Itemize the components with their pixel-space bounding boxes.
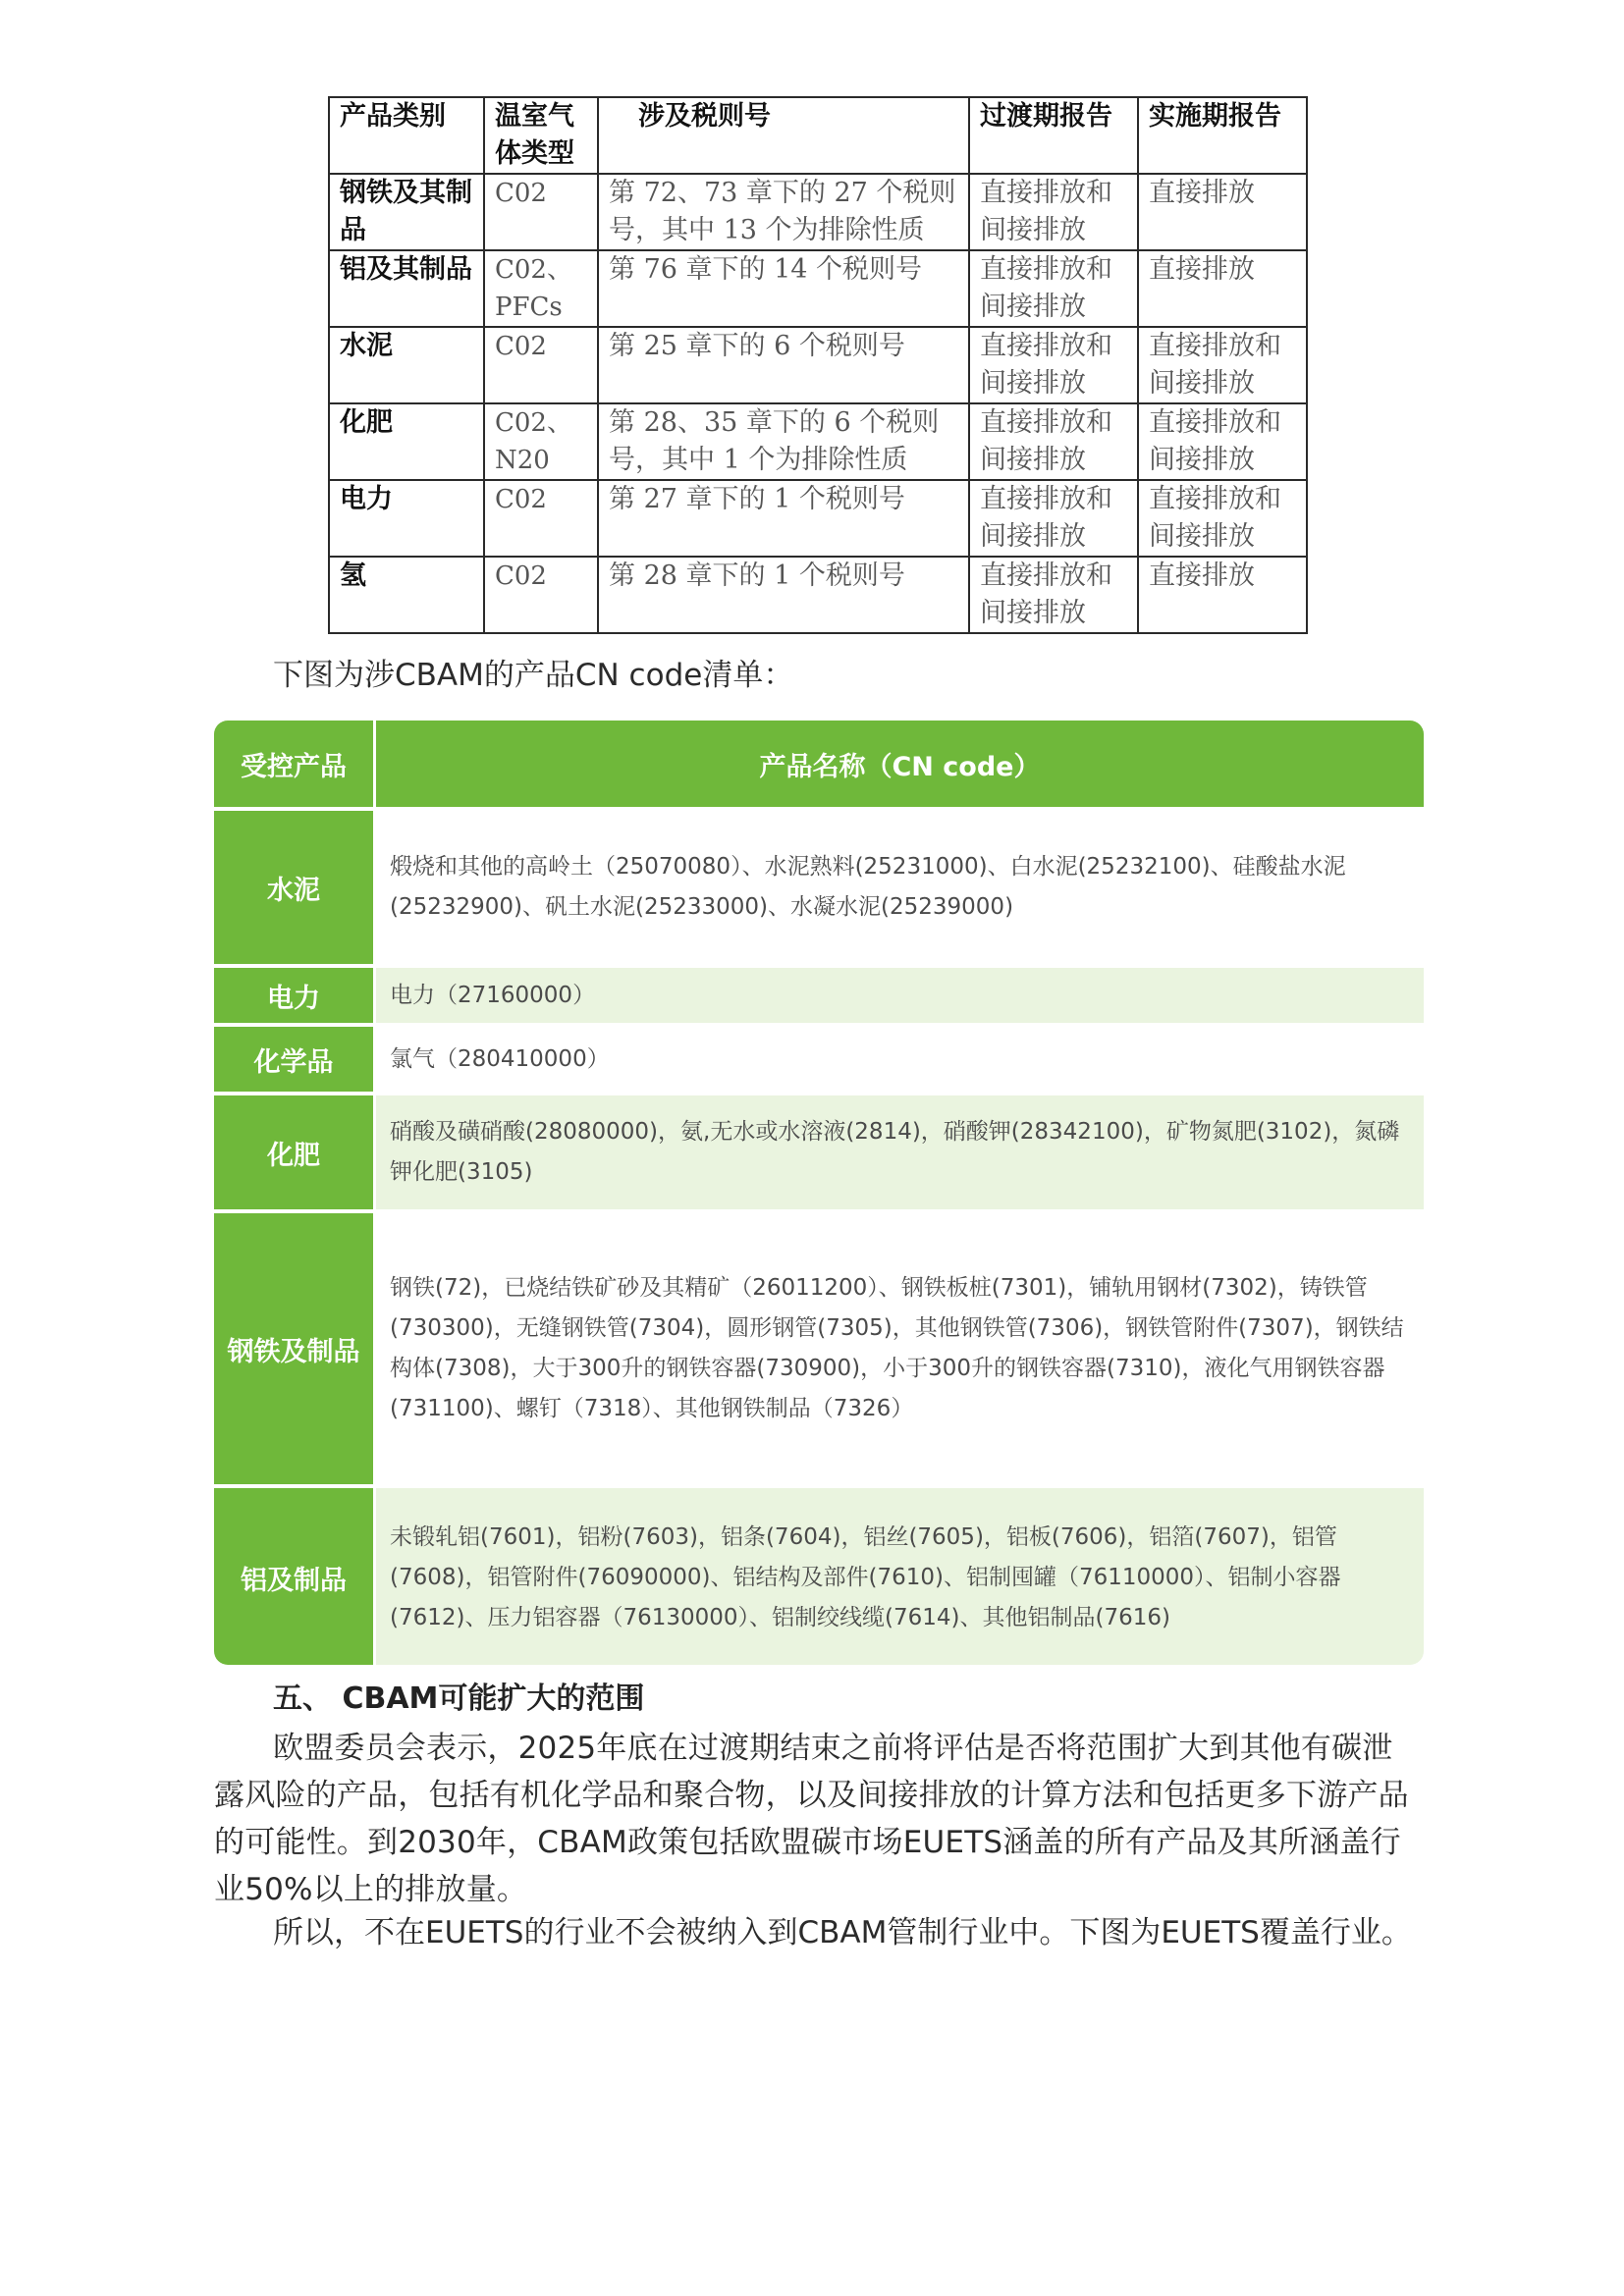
table-header-row bbox=[329, 97, 1307, 174]
implementation-report-cell: 直接排放和间接排放 bbox=[1138, 480, 1307, 557]
product-codes-cell: 煅烧和其他的高岭土（25070080）、水泥熟料(25231000)、白水泥(25232100)、硅酸盐水泥(25232900)、矾土水泥(25233000)、水凝水泥(25239000) bbox=[376, 811, 1424, 968]
transition-report-cell: 直接排放和间接排放 bbox=[969, 174, 1138, 250]
implementation-report-cell: 直接排放和间接排放 bbox=[1138, 327, 1307, 403]
gas-cell: C02 bbox=[484, 327, 598, 403]
table-row bbox=[214, 1027, 1424, 1095]
category-cell: 化肥 bbox=[329, 403, 484, 480]
header-cell: 温室气体类型 bbox=[484, 97, 598, 174]
header-cell: 实施期报告 bbox=[1138, 97, 1307, 174]
tariff-cell: 第 76 章下的 14 个税则号 bbox=[598, 250, 969, 327]
product-label-cell: 铝及制品 bbox=[214, 1488, 376, 1665]
category-cell: 电力 bbox=[329, 480, 484, 557]
product-codes-cell: 硝酸及磺硝酸(28080000)，氨,无水或水溶液(2814)，硝酸钾(28342100)，矿物氮肥(3102)，氮磷钾化肥(3105) bbox=[376, 1095, 1424, 1213]
cn-code-table bbox=[214, 721, 1424, 1665]
category-cell: 铝及其制品 bbox=[329, 250, 484, 327]
table-row bbox=[329, 250, 1307, 327]
cn-code-intro-text: 下图为涉CBAM的产品CN code清单： bbox=[273, 658, 794, 693]
product-codes-cell: 电力（27160000） bbox=[376, 968, 1424, 1027]
body-paragraph: 欧盟委员会表示，2025年底在过渡期结束之前将评估是否将范围扩大到其他有碳泄露风险的产品，包括有机化学品和聚合物，以及间接排放的计算方法和包括更多下游产品的可能性。到2030年，CBAM政策包括欧盟碳市场EUETS涵盖的所有产品及其所涵盖行业50%以上的排放量。 bbox=[214, 1731, 1409, 1907]
section-heading: 五、 CBAM可能扩大的范围 bbox=[273, 1682, 645, 1716]
product-label-cell: 化肥 bbox=[214, 1095, 376, 1213]
implementation-report-cell: 直接排放 bbox=[1138, 250, 1307, 327]
category-cell: 钢铁及其制品 bbox=[329, 174, 484, 250]
implementation-report-cell: 直接排放和间接排放 bbox=[1138, 403, 1307, 480]
table-row bbox=[329, 557, 1307, 633]
implementation-report-cell: 直接排放 bbox=[1138, 557, 1307, 633]
product-codes-cell: 氯气（280410000） bbox=[376, 1027, 1424, 1095]
header-cell: 过渡期报告 bbox=[969, 97, 1138, 174]
table-row bbox=[214, 1488, 1424, 1665]
tariff-cell: 第 28 章下的 1 个税则号 bbox=[598, 557, 969, 633]
product-label-cell: 电力 bbox=[214, 968, 376, 1027]
tariff-cell: 第 28、35 章下的 6 个税则号，其中 1 个为排除性质 bbox=[598, 403, 969, 480]
cn-code-table-image bbox=[214, 721, 1424, 1665]
gas-cell: C02、N20 bbox=[484, 403, 598, 480]
product-codes-cell: 未锻轧铝(7601)，铝粉(7603)，铝条(7604)，铝丝(7605)，铝板(7606)，铝箔(7607)，铝管(7608)，铝管附件(76090000)、铝结构及部件(7610)、铝制囤罐（76110000）、铝制小容器(7612)、压力铝容器（76130000）、铝制绞线缆(7614)、其他铝制品(7616) bbox=[376, 1488, 1424, 1665]
transition-report-cell: 直接排放和间接排放 bbox=[969, 250, 1138, 327]
table-header-row bbox=[214, 721, 1424, 811]
table-row bbox=[329, 327, 1307, 403]
tariff-cell: 第 72、73 章下的 27 个税则号，其中 13 个为排除性质 bbox=[598, 174, 969, 250]
category-cell: 氢 bbox=[329, 557, 484, 633]
table-row bbox=[214, 811, 1424, 968]
product-label-cell: 钢铁及制品 bbox=[214, 1213, 376, 1488]
implementation-report-cell: 直接排放 bbox=[1138, 174, 1307, 250]
header-cell: 产品名称（CN code） bbox=[376, 721, 1424, 811]
gas-cell: C02 bbox=[484, 557, 598, 633]
transition-report-cell: 直接排放和间接排放 bbox=[969, 557, 1138, 633]
gas-cell: C02、PFCs bbox=[484, 250, 598, 327]
product-label-cell: 化学品 bbox=[214, 1027, 376, 1095]
table-row bbox=[214, 1095, 1424, 1213]
product-codes-cell: 钢铁(72)，已烧结铁矿砂及其精矿（26011200）、钢铁板桩(7301)，铺轨用钢材(7302)，铸铁管(730300)，无缝钢铁管(7304)，圆形钢管(7305)，其他钢铁管(7306)，钢铁管附件(7307)，钢铁结构体(7308)，大于300升的钢铁容器(730900)，小于300升的钢铁容器(7310)，液化气用钢铁容器 (731100)、螺钉（7318）、其他钢铁制品（7326） bbox=[376, 1213, 1424, 1488]
header-cell: 受控产品 bbox=[214, 721, 376, 811]
table-row bbox=[329, 174, 1307, 250]
transition-report-cell: 直接排放和间接排放 bbox=[969, 327, 1138, 403]
header-cell: 产品类别 bbox=[329, 97, 484, 174]
table-row bbox=[329, 403, 1307, 480]
gas-cell: C02 bbox=[484, 174, 598, 250]
tariff-cell: 第 27 章下的 1 个税则号 bbox=[598, 480, 969, 557]
product-category-table bbox=[328, 96, 1308, 634]
gas-cell: C02 bbox=[484, 480, 598, 557]
transition-report-cell: 直接排放和间接排放 bbox=[969, 480, 1138, 557]
transition-report-cell: 直接排放和间接排放 bbox=[969, 403, 1138, 480]
category-cell: 水泥 bbox=[329, 327, 484, 403]
table-row bbox=[214, 1213, 1424, 1488]
product-label-cell: 水泥 bbox=[214, 811, 376, 968]
table-row bbox=[214, 968, 1424, 1027]
header-cell: 涉及税则号 bbox=[598, 97, 969, 174]
body-paragraph: 所以，不在EUETS的行业不会被纳入到CBAM管制行业中。下图为EUETS覆盖行业。 bbox=[273, 1915, 1412, 1950]
tariff-cell: 第 25 章下的 6 个税则号 bbox=[598, 327, 969, 403]
table-row bbox=[329, 480, 1307, 557]
